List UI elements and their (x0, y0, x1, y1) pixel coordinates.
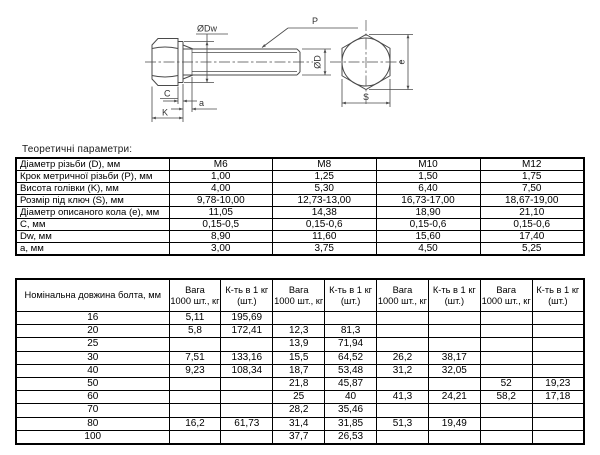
bolt-length: 16 (16, 312, 169, 325)
param-label: Крок метричної різьби (P), мм (16, 171, 169, 183)
weight-per-1000 (480, 312, 532, 325)
header-line: Вага (185, 284, 205, 295)
weight-per-1000: 12,3 (273, 325, 325, 338)
param-value: 4,50 (376, 243, 480, 256)
dim-label-a: a (199, 98, 205, 108)
weight-per-1000 (273, 312, 325, 325)
count-per-kg: 24,21 (428, 391, 480, 404)
count-per-kg: 61,73 (221, 417, 273, 430)
weights-table-body (16, 279, 584, 444)
weights-row (16, 377, 584, 390)
count-per-kg (221, 377, 273, 390)
weight-per-1000 (480, 325, 532, 338)
param-row (16, 207, 584, 219)
param-value: 16,73-17,00 (376, 195, 480, 207)
count-per-kg (428, 338, 480, 351)
weights-row (16, 417, 584, 430)
weight-per-1000: 52 (480, 377, 532, 390)
count-per-kg (428, 312, 480, 325)
count-per-kg: 172,41 (221, 325, 273, 338)
dim-label-c: C (164, 88, 171, 99)
param-value: 4,00 (169, 183, 273, 195)
count-per-kg (221, 430, 273, 444)
param-value: 1,25 (273, 171, 377, 183)
param-value: 18,90 (376, 207, 480, 219)
count-per-kg: 17,18 (532, 391, 584, 404)
count-per-kg (428, 377, 480, 390)
weight-per-1000: 31,4 (273, 417, 325, 430)
weight-per-1000: 5,11 (169, 312, 221, 325)
weight-per-1000 (169, 377, 221, 390)
count-per-kg (532, 312, 584, 325)
weight-per-1000 (377, 430, 429, 444)
param-value: 1,75 (480, 171, 584, 183)
weight-column-header (480, 279, 532, 312)
weight-per-1000 (377, 312, 429, 325)
header-line: (шт.) (237, 295, 257, 306)
count-per-kg (428, 430, 480, 444)
count-per-kg (532, 364, 584, 377)
param-value: 3,00 (169, 243, 273, 256)
param-value: 0,15-0,5 (169, 219, 273, 231)
count-per-kg (532, 351, 584, 364)
bolt-length: 60 (16, 391, 169, 404)
count-per-kg: 35,46 (325, 404, 377, 417)
param-row (16, 243, 584, 256)
header-line: К-ть в 1 кг (432, 284, 476, 295)
weight-per-1000 (169, 430, 221, 444)
param-value: 1,00 (169, 171, 273, 183)
count-per-kg: 133,16 (221, 351, 273, 364)
count-per-kg: 40 (325, 391, 377, 404)
count-per-kg (325, 312, 377, 325)
param-value: M12 (480, 158, 584, 171)
count-per-kg (532, 404, 584, 417)
header-line: К-ть в 1 кг (536, 284, 580, 295)
param-value: 5,25 (480, 243, 584, 256)
weight-per-1000: 15,5 (273, 351, 325, 364)
param-label: a, мм (16, 243, 169, 256)
weight-per-1000: 25 (273, 391, 325, 404)
param-value: 17,40 (480, 231, 584, 243)
weights-row (16, 312, 584, 325)
dim-label-p: P (312, 16, 319, 26)
weight-per-1000: 5,8 (169, 325, 221, 338)
weight-per-1000: 26,2 (377, 351, 429, 364)
count-per-kg: 38,17 (428, 351, 480, 364)
count-per-kg (221, 338, 273, 351)
count-per-kg: 53,48 (325, 364, 377, 377)
param-value: M6 (169, 158, 273, 171)
weight-per-1000: 21,8 (273, 377, 325, 390)
header-line: 1000 шт., кг (170, 295, 220, 306)
param-row (16, 219, 584, 231)
header-line: Вага (496, 284, 517, 295)
weight-per-1000 (480, 417, 532, 430)
count-per-kg (221, 404, 273, 417)
count-column-header (428, 279, 480, 312)
param-row (16, 195, 584, 207)
count-per-kg: 26,53 (325, 430, 377, 444)
weights-header-row (16, 279, 584, 312)
theoretical-params-table (15, 157, 585, 256)
header-line: К-ть в 1 кг (225, 284, 269, 295)
weight-per-1000: 18,7 (273, 364, 325, 377)
weight-column-header (377, 279, 429, 312)
weights-row (16, 404, 584, 417)
weight-per-1000: 16,2 (169, 417, 221, 430)
param-value: 11,60 (273, 231, 377, 243)
header-line: (шт.) (340, 295, 361, 306)
weights-row (16, 325, 584, 338)
bolt-weights-table (15, 278, 585, 445)
count-per-kg (532, 430, 584, 444)
weights-row (16, 391, 584, 404)
count-per-kg (428, 404, 480, 417)
param-label: Розмір під ключ (S), мм (16, 195, 169, 207)
weights-row (16, 351, 584, 364)
dim-label-d: ØD (312, 55, 323, 69)
bolt-side-view (145, 39, 313, 86)
weight-per-1000 (169, 391, 221, 404)
param-row (16, 158, 584, 171)
param-value: 3,75 (273, 243, 377, 256)
weight-per-1000: 31,2 (377, 364, 429, 377)
header-line: Вага (392, 284, 413, 295)
weight-column-header (169, 279, 221, 312)
bolt-length: 40 (16, 364, 169, 377)
weight-per-1000: 9,23 (169, 364, 221, 377)
header-line: (шт.) (444, 295, 465, 306)
header-line: 1000 шт., кг (274, 295, 324, 306)
count-per-kg (532, 338, 584, 351)
param-value: 0,15-0,6 (376, 219, 480, 231)
weight-per-1000 (480, 404, 532, 417)
weight-per-1000: 28,2 (273, 404, 325, 417)
param-row (16, 171, 584, 183)
count-per-kg: 108,34 (221, 364, 273, 377)
param-value: 0,15-0,6 (480, 219, 584, 231)
dim-label-e: e (396, 59, 407, 65)
param-value: 9,78-10,00 (169, 195, 273, 207)
weight-per-1000 (377, 325, 429, 338)
weight-per-1000: 13,9 (273, 338, 325, 351)
param-value: 18,67-19,00 (480, 195, 584, 207)
param-value: 0,15-0,6 (273, 219, 377, 231)
count-per-kg (532, 325, 584, 338)
param-value: 8,90 (169, 231, 273, 243)
count-per-kg: 64,52 (325, 351, 377, 364)
count-per-kg: 45,87 (325, 377, 377, 390)
weight-per-1000 (169, 404, 221, 417)
param-row (16, 231, 584, 243)
param-value: 14,38 (273, 207, 377, 219)
bolt-length: 30 (16, 351, 169, 364)
bolt-length: 50 (16, 377, 169, 390)
param-label: Діаметр різьби (D), мм (16, 158, 169, 171)
param-value: 1,50 (376, 171, 480, 183)
bolt-technical-drawing (0, 0, 600, 140)
weight-column-header (273, 279, 325, 312)
param-row (16, 183, 584, 195)
param-value: 6,40 (376, 183, 480, 195)
dim-label-dw: ØDw (197, 23, 217, 34)
weight-per-1000 (377, 338, 429, 351)
count-per-kg: 19,49 (428, 417, 480, 430)
param-value: 11,05 (169, 207, 273, 219)
param-value: 7,50 (480, 183, 584, 195)
param-value: 21,10 (480, 207, 584, 219)
weight-per-1000 (480, 338, 532, 351)
section-title: Теоретичні параметри: (22, 144, 133, 155)
count-per-kg: 19,23 (532, 377, 584, 390)
weights-row (16, 430, 584, 444)
param-value: M8 (273, 158, 377, 171)
count-per-kg: 81,3 (325, 325, 377, 338)
count-per-kg (221, 391, 273, 404)
bolt-length: 70 (16, 404, 169, 417)
count-per-kg: 31,85 (325, 417, 377, 430)
param-value: 15,60 (376, 231, 480, 243)
weight-per-1000: 7,51 (169, 351, 221, 364)
bolt-length: 25 (16, 338, 169, 351)
param-label: Висота голівки (K), мм (16, 183, 169, 195)
count-per-kg (428, 325, 480, 338)
weights-row (16, 338, 584, 351)
params-table-body (16, 158, 584, 255)
weight-per-1000 (480, 430, 532, 444)
count-column-header (325, 279, 377, 312)
dim-label-k: K (162, 107, 169, 118)
header-line: 1000 шт., кг (377, 295, 428, 306)
param-value: 5,30 (273, 183, 377, 195)
count-column-header (532, 279, 584, 312)
weight-per-1000 (169, 338, 221, 351)
weights-row (16, 364, 584, 377)
param-label: C, мм (16, 219, 169, 231)
count-column-header (221, 279, 273, 312)
weight-per-1000: 37,7 (273, 430, 325, 444)
count-per-kg: 32,05 (428, 364, 480, 377)
weight-per-1000: 58,2 (480, 391, 532, 404)
end-view-dimensions (342, 35, 413, 108)
weight-per-1000 (480, 351, 532, 364)
bolt-length: 100 (16, 430, 169, 444)
length-column-header: Номінальна довжина болта, мм (16, 279, 169, 312)
count-per-kg: 71,94 (325, 338, 377, 351)
header-line: 1000 шт., кг (481, 295, 531, 306)
weight-per-1000: 41,3 (377, 391, 429, 404)
count-per-kg (532, 417, 584, 430)
param-label: Dw, мм (16, 231, 169, 243)
count-per-kg: 195,69 (221, 312, 273, 325)
header-line: (шт.) (548, 295, 568, 306)
weight-per-1000: 51,3 (377, 417, 429, 430)
weight-per-1000 (480, 364, 532, 377)
param-label: Діаметр описаного кола (е), мм (16, 207, 169, 219)
weight-per-1000 (377, 377, 429, 390)
dim-label-s: S (362, 92, 370, 102)
weight-per-1000 (377, 404, 429, 417)
bolt-length: 20 (16, 325, 169, 338)
param-value: 12,73-13,00 (273, 195, 377, 207)
header-line: Вага (288, 284, 309, 295)
header-line: К-ть в 1 кг (329, 284, 373, 295)
param-value: M10 (376, 158, 480, 171)
bolt-length: 80 (16, 417, 169, 430)
